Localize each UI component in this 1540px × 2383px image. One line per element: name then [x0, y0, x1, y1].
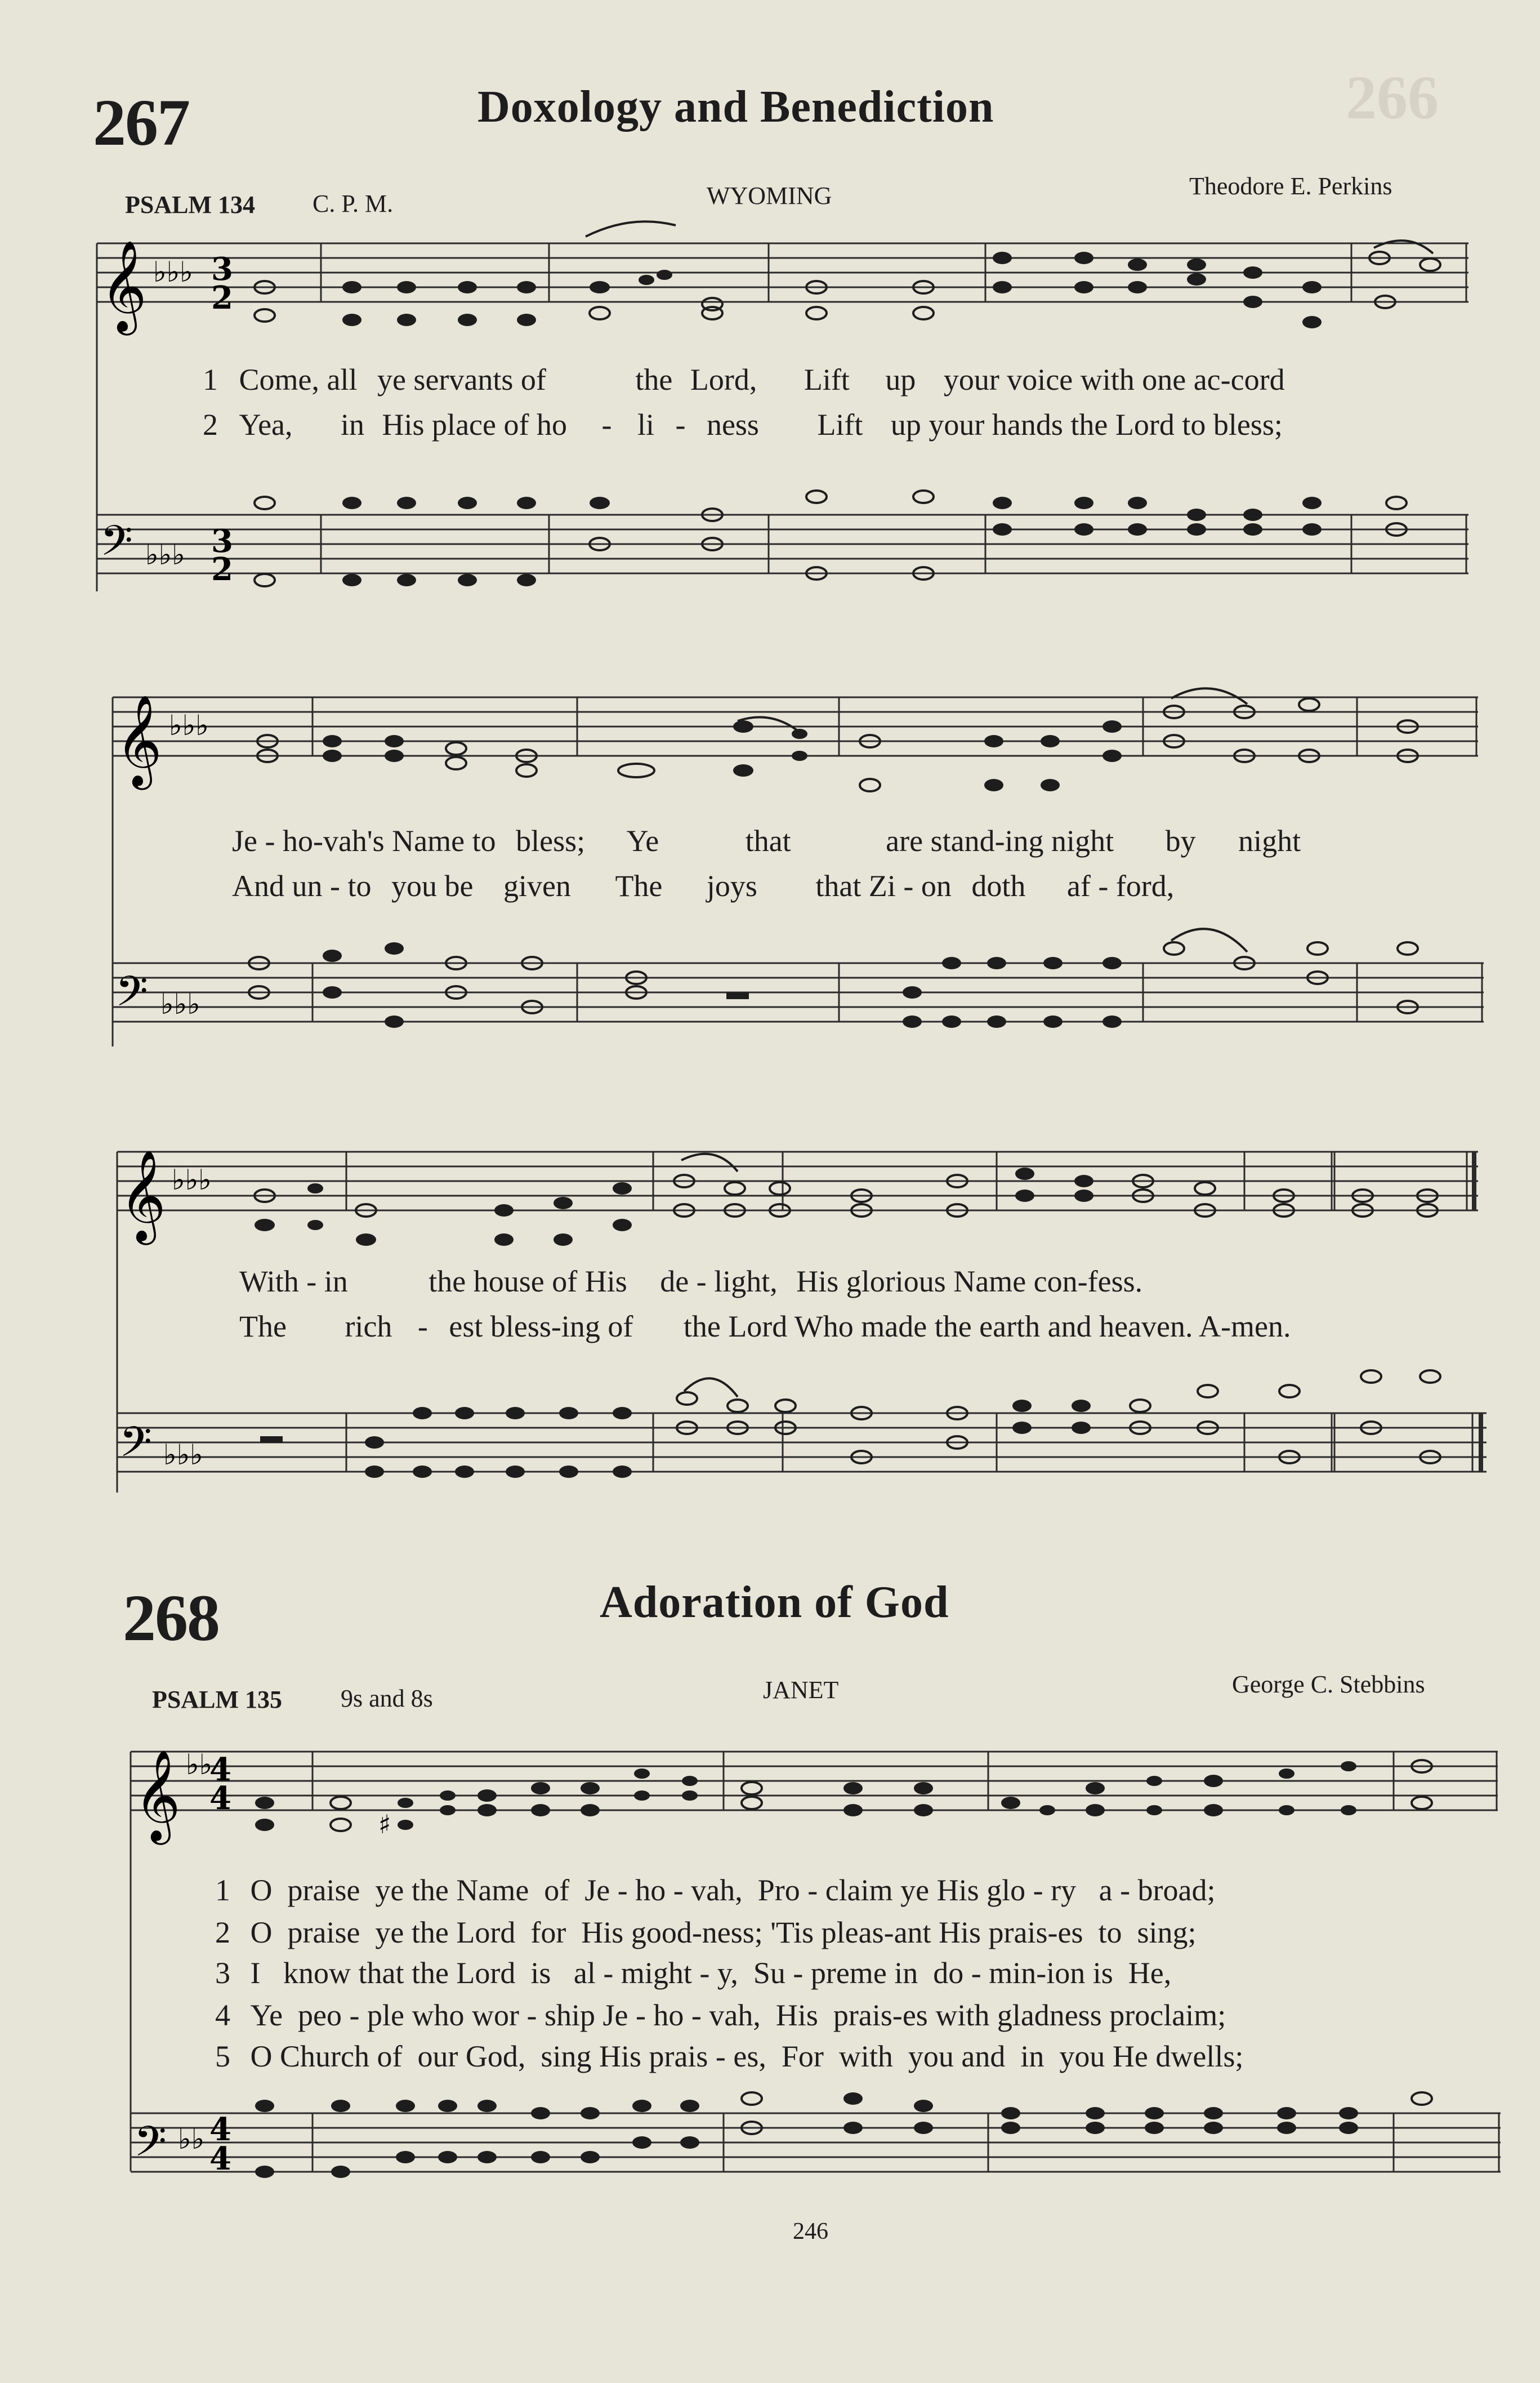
staff-lines — [131, 2113, 1501, 2172]
lyric-word: - — [601, 408, 612, 442]
lyric-word: ness — [706, 408, 759, 442]
lyric-word: up — [885, 363, 916, 397]
bass-clef-icon: 𝄢 — [134, 2117, 167, 2176]
lyric-word: Lift — [804, 363, 850, 397]
composer: Theodore E. Perkins — [1189, 172, 1392, 200]
lyric-word: af - ford, — [1066, 869, 1175, 903]
lyric-word: night — [1238, 824, 1301, 858]
composer: George C. Stebbins — [1232, 1671, 1425, 1698]
lyric-word: - — [417, 1309, 428, 1343]
bass-clef-icon: 𝄢 — [115, 967, 148, 1026]
verse-number: 1 — [215, 1873, 230, 1907]
lyric-word: bless; — [516, 824, 586, 858]
lyric-word: the house of His — [428, 1264, 627, 1298]
time-signature: 4 — [209, 2111, 231, 2148]
lyric-word: Je - ho-vah's Name to — [232, 824, 496, 858]
lyric-word: rich — [345, 1309, 392, 1343]
lyric-word: The — [615, 869, 663, 903]
lyric-word: The — [239, 1309, 287, 1343]
lyric-text: O praise ye the Name of Je - ho - vah, Pro - claim ye His glo - ry a - broad; — [250, 1873, 1216, 1907]
treble-clef-icon: 𝄞 — [100, 240, 147, 332]
bass-clef-icon: 𝄢 — [100, 516, 133, 576]
hymn-title: Adoration of God — [600, 1578, 949, 1627]
lyric-word: are stand-ing night — [886, 824, 1114, 858]
time-signature: 3 — [211, 523, 233, 560]
lyric-word: the — [635, 363, 673, 397]
time-signature: 2 — [211, 279, 233, 317]
key-signature: ♭♭♭ — [145, 538, 185, 571]
notes — [255, 2092, 1432, 2178]
meter: 9s and 8s — [341, 1685, 433, 1712]
treble-clef-icon: 𝄞 — [134, 1749, 181, 1841]
lyric-word: that — [745, 824, 791, 858]
hymn-number: 268 — [123, 1581, 219, 1655]
key-signature: ♭♭ — [186, 1748, 213, 1781]
page-number: 246 — [793, 2219, 828, 2244]
lyric-word: Lift — [817, 408, 863, 442]
treble-clef-icon: 𝄞 — [115, 694, 162, 786]
key-signature: ♭♭♭ — [169, 709, 209, 742]
lyric-word: Ye — [626, 824, 659, 858]
bass-clef-icon: 𝄢 — [119, 1418, 152, 1477]
time-signature: 4 — [209, 1780, 231, 1817]
hymn-number: 267 — [93, 86, 189, 159]
time-signature: 4 — [209, 2140, 231, 2177]
lyric-text: O praise ye the Lord for His good-ness; 'Tis pleas-ant His prais-es to sing; — [250, 1916, 1197, 1949]
lyric-text: O Church of our God, sing His prais - es, For with you and in you He dwells; — [250, 2039, 1244, 2073]
hymn-title: Doxology and Benediction — [477, 82, 994, 132]
tune-name: JANET — [763, 1676, 839, 1704]
lyric-word: de - light, — [660, 1264, 778, 1298]
lyric-word: that Zi - on — [815, 869, 952, 903]
meter: C. P. M. — [313, 190, 394, 217]
lyric-word: up your hands the Lord to bless; — [890, 408, 1283, 442]
tune-name: WYOMING — [707, 182, 832, 210]
lyric-word: Come, all — [239, 363, 358, 397]
lyric-word: you be — [391, 869, 474, 903]
lyric-text: I know that the Lord is al - might - y, Su - preme in do - min-ion is He, — [250, 1956, 1172, 1990]
lyric-word: And un - to — [232, 869, 372, 903]
verse-number: 5 — [215, 2039, 230, 2073]
time-signature: 2 — [211, 551, 233, 588]
verse-number: 2 — [203, 408, 218, 442]
lyric-word: His place of ho — [382, 408, 567, 442]
verse-number: 3 — [215, 1956, 230, 1990]
key-signature: ♭♭♭ — [153, 256, 193, 288]
verse-number: 2 — [215, 1916, 230, 1949]
lyric-word: - — [675, 408, 686, 442]
lyric-word: ye servants of — [377, 363, 546, 397]
verse-number: 4 — [215, 1998, 230, 2032]
lyric-word: doth — [971, 869, 1026, 903]
key-signature: ♭♭♭ — [163, 1438, 203, 1471]
key-signature: ♭♭♭ — [172, 1164, 212, 1196]
lyric-word: li — [637, 408, 654, 442]
time-signature: 4 — [209, 1751, 231, 1788]
key-signature: ♭♭♭ — [160, 988, 200, 1021]
psalm-reference: PSALM 134 — [125, 191, 255, 219]
time-signature: 3 — [211, 251, 233, 288]
lyric-text: Ye peo - ple who wor - ship Je - ho - vah, His prais-es with gladness proclaim; — [250, 1998, 1226, 2032]
lyric-word: in — [341, 408, 365, 442]
key-signature: ♭♭ — [178, 2123, 205, 2155]
bleed-through-page-number: 266 — [1346, 63, 1439, 132]
lyric-word: est bless-ing of — [449, 1309, 633, 1343]
psalm-reference: PSALM 135 — [152, 1686, 282, 1713]
lyric-word: Lord, — [690, 363, 757, 397]
lyric-word: joys — [706, 869, 757, 903]
lyric-word: Yea, — [239, 408, 293, 442]
lyric-word: With - in — [239, 1264, 348, 1298]
verse-number: 1 — [203, 363, 218, 397]
sharp-accidental: ♯ — [378, 1809, 391, 1839]
lyric-word: your voice with one ac-cord — [943, 363, 1285, 397]
lyric-word: His glorious Name con-fess. — [796, 1264, 1143, 1298]
treble-clef-icon: 𝄞 — [119, 1150, 166, 1241]
lyric-word: given — [503, 869, 571, 903]
lyric-word: by — [1165, 824, 1196, 858]
lyric-word: the Lord Who made the earth and heaven. A-men. — [683, 1309, 1291, 1343]
